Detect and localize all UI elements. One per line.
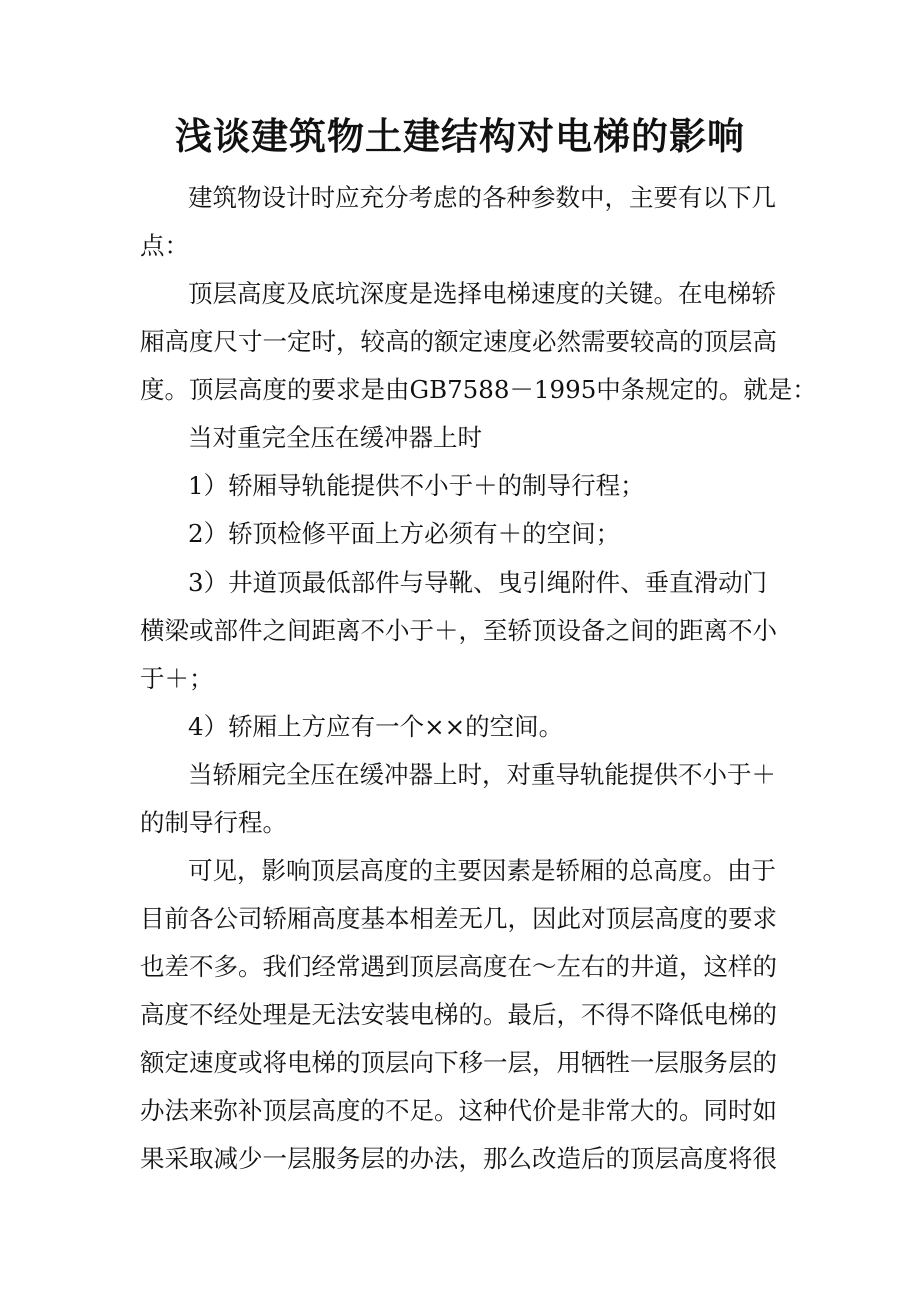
paragraph-line: 顶层高度及底坑深度是选择电梯速度的关键。在电梯轿: [188, 279, 776, 308]
paragraph-line: 办法来弥补顶层高度的不足。这种代价是非常大的。同时如: [140, 1096, 777, 1125]
paragraph-line: 厢高度尺寸一定时，较高的额定速度必然需要较高的顶层高: [140, 327, 777, 356]
paragraph-line: 目前各公司轿厢高度基本相差无几，因此对顶层高度的要求: [140, 904, 777, 933]
list-item: 2）轿顶检修平面上方必须有＋的空间；: [188, 519, 621, 548]
paragraph-line: 可见，影响顶层高度的主要因素是轿厢的总高度。由于: [188, 856, 776, 885]
paragraph-line: 度。顶层高度的要求是由GB7588－1995中条规定的。就是：: [140, 375, 817, 404]
paragraph-line: 也差不多。我们经常遇到顶层高度在～左右的井道，这样的: [140, 952, 777, 981]
list-item-continuation: 横梁或部件之间距离不小于＋，至轿顶设备之间的距离不小: [140, 616, 777, 645]
paragraph-line: 建筑物设计时应充分考虑的各种参数中，主要有以下几: [188, 183, 776, 212]
paragraph-line: 额定速度或将电梯的顶层向下移一层，用牺牲一层服务层的: [140, 1048, 777, 1077]
paragraph-line: 高度不经处理是无法安装电梯的。最后，不得不降低电梯的: [140, 1000, 777, 1029]
list-item: 3）井道顶最低部件与导靴、曳引绳附件、垂直滑动门: [188, 568, 768, 597]
paragraph-line: 当对重完全压在缓冲器上时: [188, 423, 482, 452]
paragraph-line: 当轿厢完全压在缓冲器上时，对重导轨能提供不小于＋: [188, 760, 776, 789]
paragraph-line: 点：: [140, 231, 189, 260]
paragraph-line: 的制导行程。: [140, 808, 287, 837]
paragraph-line: 果采取减少一层服务层的办法，那么改造后的顶层高度将很: [140, 1144, 777, 1173]
list-item: 4）轿厢上方应有一个××的空间。: [188, 712, 564, 741]
document-title: 浅谈建筑物土建结构对电梯的影响: [175, 114, 745, 158]
list-item: 1）轿厢导轨能提供不小于＋的制导行程；: [188, 471, 645, 500]
list-item-continuation: 于＋；: [140, 664, 214, 693]
